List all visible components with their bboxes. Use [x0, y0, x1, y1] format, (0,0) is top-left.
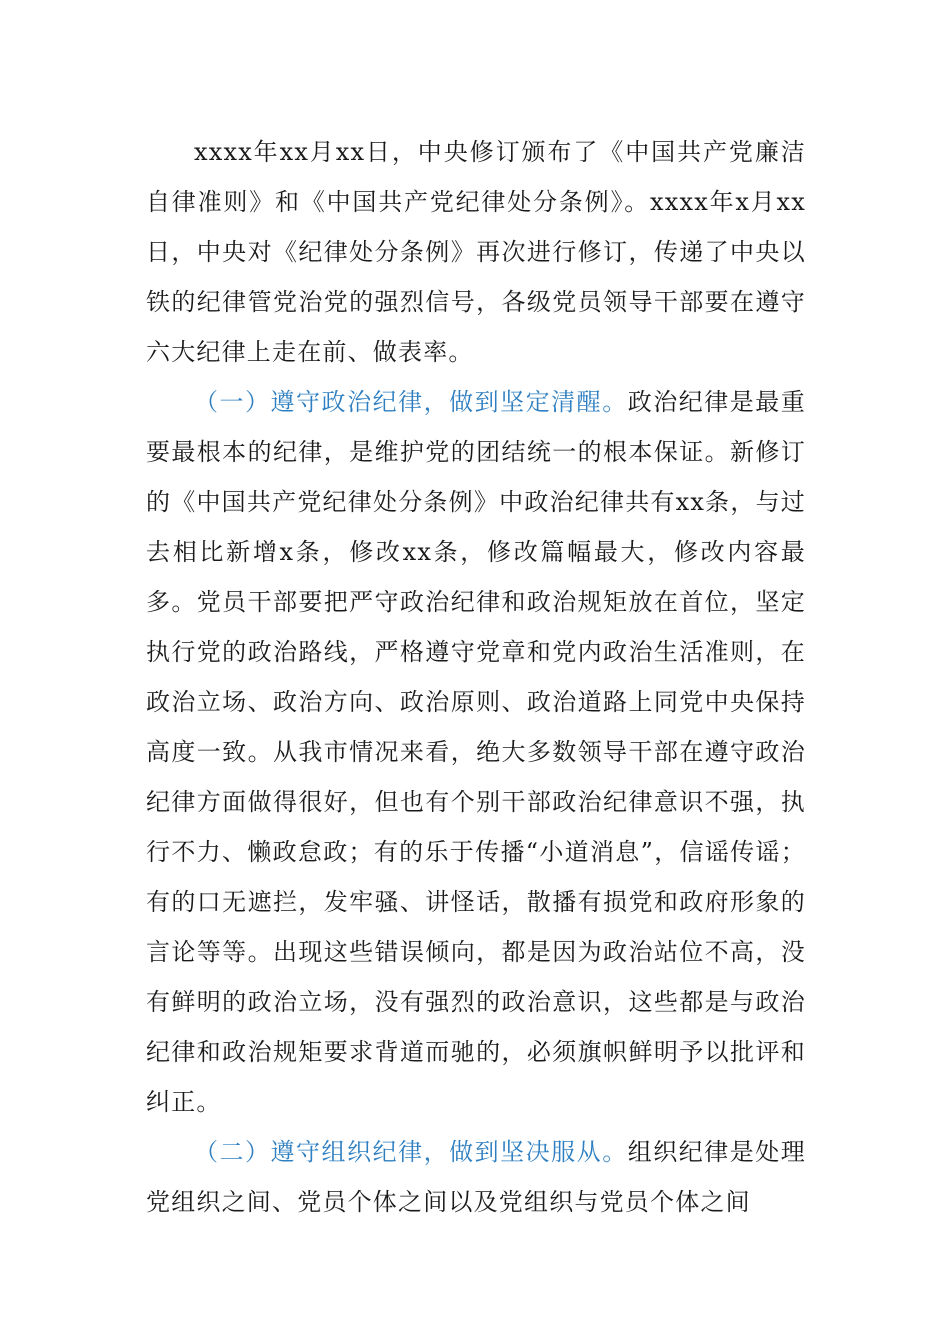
- paragraph-intro-text: xxxx年xx月xx日，中央修订颁布了《中国共产党廉洁自律准则》和《中国共产党纪律处分条例》。xxxx年x月xx日，中央对《纪律处分条例》再次进行修订，传递了中央以铁的纪律管党治党的强烈信号，各级党员领导干部要在遵守六大纪律上走在前、做表率。: [146, 138, 806, 366]
- paragraph-political-discipline: [146, 377, 806, 1127]
- paragraph-organizational-discipline: [146, 1127, 806, 1227]
- paragraph-intro: [146, 127, 806, 377]
- paragraph-organizational-discipline-text: 组织纪律是处理党组织之间、党员个体之间以及党组织与党员个体之间: [146, 1138, 806, 1216]
- section-heading-organizational-discipline: （二）遵守组织纪律，做到坚决服从。: [194, 1138, 628, 1166]
- section-heading-political-discipline: （一）遵守政治纪律，做到坚定清醒。: [194, 388, 628, 416]
- document-body: [146, 127, 806, 1227]
- paragraph-political-discipline-text: 政治纪律是最重要最根本的纪律，是维护党的团结统一的根本保证。新修订的《中国共产党纪律处分条例》中政治纪律共有xx条，与过去相比新增x条，修改xx条，修改篇幅最大，修改内容最多。党员干部要把严守政治纪律和政治规矩放在首位，坚定执行党的政治路线，严格遵守党章和党内政治生活准则，在政治立场、政治方向、政治原则、政治道路上同党中央保持高度一致。从我市情况来看，绝大多数领导干部在遵守政治纪律方面做得很好，但也有个别干部政治纪律意识不强，执行不力、懒政怠政；有的乐于传播“小道消息”，信谣传谣；有的口无遮拦，发牢骚、讲怪话，散播有损党和政府形象的言论等等。出现这些错误倾向，都是因为政治站位不高，没有鲜明的政治立场，没有强烈的政治意识，这些都是与政治纪律和政治规矩要求背道而驰的，必须旗帜鲜明予以批评和纠正。: [146, 388, 806, 1116]
